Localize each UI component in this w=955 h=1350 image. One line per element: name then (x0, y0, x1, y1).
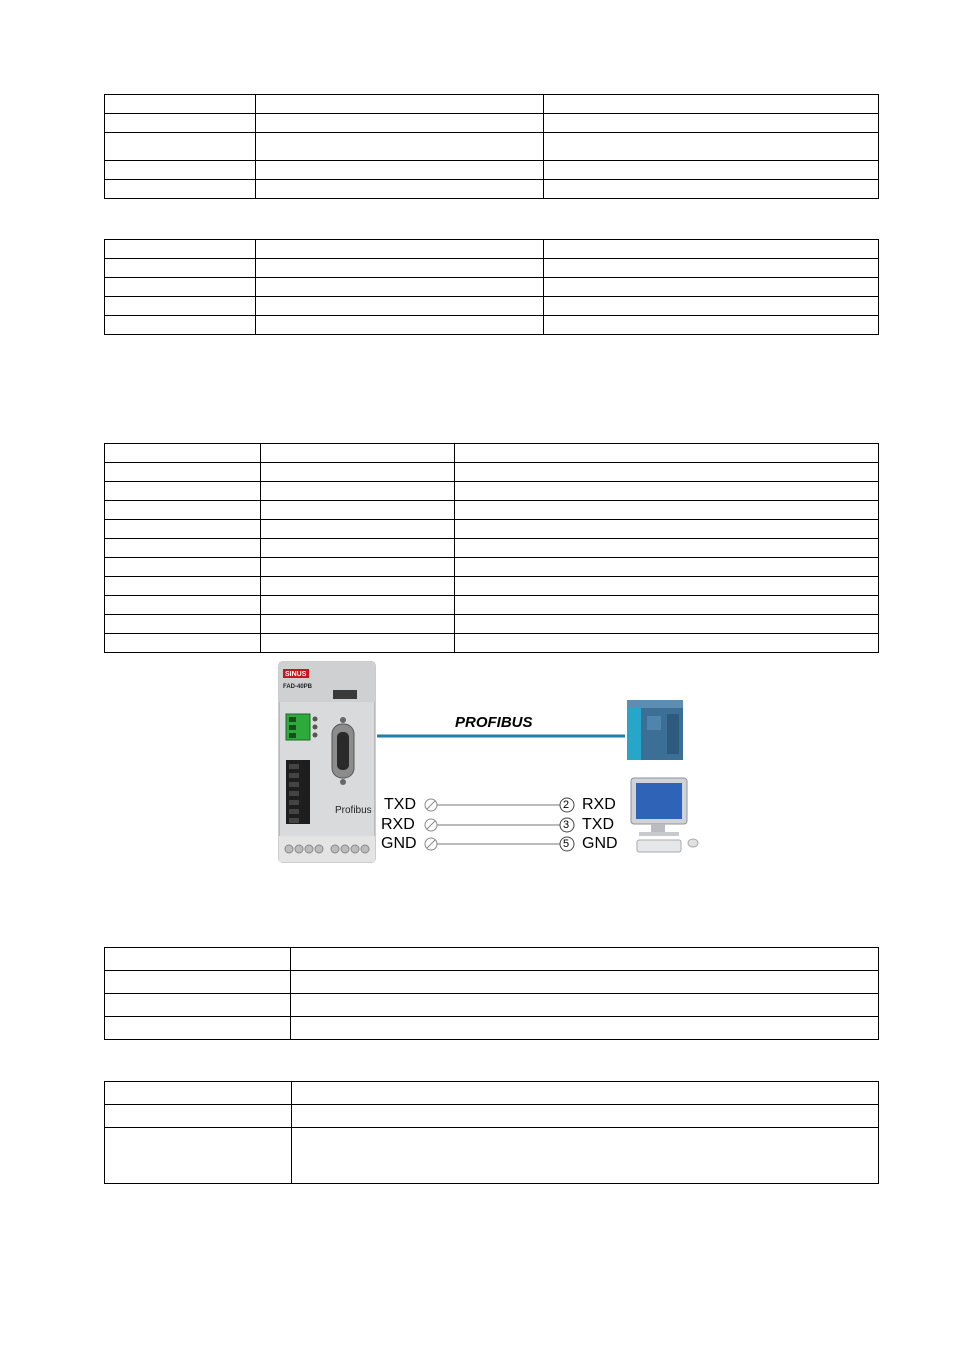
table-cell (455, 482, 879, 501)
table-cell (261, 482, 455, 501)
table-cell (105, 596, 261, 615)
table-cell (105, 240, 256, 259)
table-cell (261, 463, 455, 482)
wire-right-label: RXD (582, 796, 616, 813)
table-cell (544, 259, 879, 278)
plc-icon (627, 700, 683, 760)
table-cell (105, 278, 256, 297)
wire-right-label: TXD (582, 816, 614, 833)
table-cell (256, 316, 544, 335)
table-cell (292, 1082, 879, 1105)
wire-left-label: TXD (384, 796, 416, 813)
display-window (333, 690, 357, 699)
table-cell (455, 634, 879, 653)
table-cell (105, 520, 261, 539)
table-cell (256, 95, 544, 114)
table-cell (261, 596, 455, 615)
table-cell (256, 114, 544, 133)
table-cell (256, 278, 544, 297)
table-cell (544, 114, 879, 133)
table-cell (105, 558, 261, 577)
bus-label: PROFIBUS (455, 714, 533, 731)
table-cell (105, 634, 261, 653)
pc-icon (631, 778, 698, 852)
table-cell (292, 1105, 879, 1128)
table-cell (105, 297, 256, 316)
spec-table-3 (104, 443, 879, 653)
table-cell (105, 114, 256, 133)
table-cell (455, 501, 879, 520)
table-cell (105, 948, 291, 971)
spec-table-5 (104, 1081, 879, 1184)
table-cell (544, 161, 879, 180)
spec-table-4 (104, 947, 879, 1040)
table-cell (261, 558, 455, 577)
table-cell (455, 596, 879, 615)
table-cell (105, 615, 261, 634)
table-cell (261, 539, 455, 558)
table-cell (261, 577, 455, 596)
table-cell (544, 316, 879, 335)
table-cell (256, 259, 544, 278)
table-cell (544, 133, 879, 161)
converter-device (279, 662, 375, 862)
wire-pin-number: 2 (563, 799, 570, 811)
table-cell (261, 634, 455, 653)
table-cell (291, 994, 879, 1017)
wire-left-label: RXD (381, 816, 415, 833)
wire-left-label: GND (381, 835, 417, 852)
wiring-lines (425, 798, 574, 851)
table-cell (105, 316, 256, 335)
wire-right-label: GND (582, 835, 618, 852)
wire-pin-number: 3 (563, 819, 570, 831)
table-cell (292, 1128, 879, 1184)
wiring-diagram (275, 660, 715, 872)
table-cell (105, 1128, 292, 1184)
table-cell (105, 577, 261, 596)
table-cell (455, 444, 879, 463)
table-cell (261, 615, 455, 634)
table-cell (105, 971, 291, 994)
table-cell (105, 1105, 292, 1128)
table-cell (261, 444, 455, 463)
table-cell (455, 539, 879, 558)
table-cell (105, 994, 291, 1017)
wire-pin-number: 5 (563, 838, 570, 850)
table-cell (455, 615, 879, 634)
table-cell (105, 482, 261, 501)
table-cell (455, 558, 879, 577)
table-cell (256, 297, 544, 316)
table-cell (105, 1082, 292, 1105)
spec-table-1 (104, 94, 879, 199)
table-cell (256, 133, 544, 161)
table-cell (544, 278, 879, 297)
table-cell (261, 501, 455, 520)
device-port-label: Profibus (335, 805, 372, 816)
table-cell (105, 501, 261, 520)
table-cell (256, 240, 544, 259)
table-cell (291, 1017, 879, 1040)
table-cell (544, 240, 879, 259)
table-cell (455, 463, 879, 482)
table-cell (455, 577, 879, 596)
table-cell (105, 133, 256, 161)
table-cell (544, 297, 879, 316)
table-cell (291, 948, 879, 971)
table-cell (105, 463, 261, 482)
device-model: FAD-40PB (283, 684, 313, 690)
table-cell (105, 180, 256, 199)
table-cell (105, 1017, 291, 1040)
table-cell (256, 161, 544, 180)
device-brand: SINUS (285, 671, 307, 678)
table-cell (544, 95, 879, 114)
table-cell (105, 259, 256, 278)
table-cell (544, 180, 879, 199)
wiring-diagram-graphic (275, 660, 715, 872)
table-cell (261, 520, 455, 539)
spec-table-2 (104, 239, 879, 335)
table-cell (256, 180, 544, 199)
table-cell (105, 539, 261, 558)
table-cell (105, 95, 256, 114)
table-cell (455, 520, 879, 539)
table-cell (291, 971, 879, 994)
table-cell (105, 161, 256, 180)
table-cell (105, 444, 261, 463)
